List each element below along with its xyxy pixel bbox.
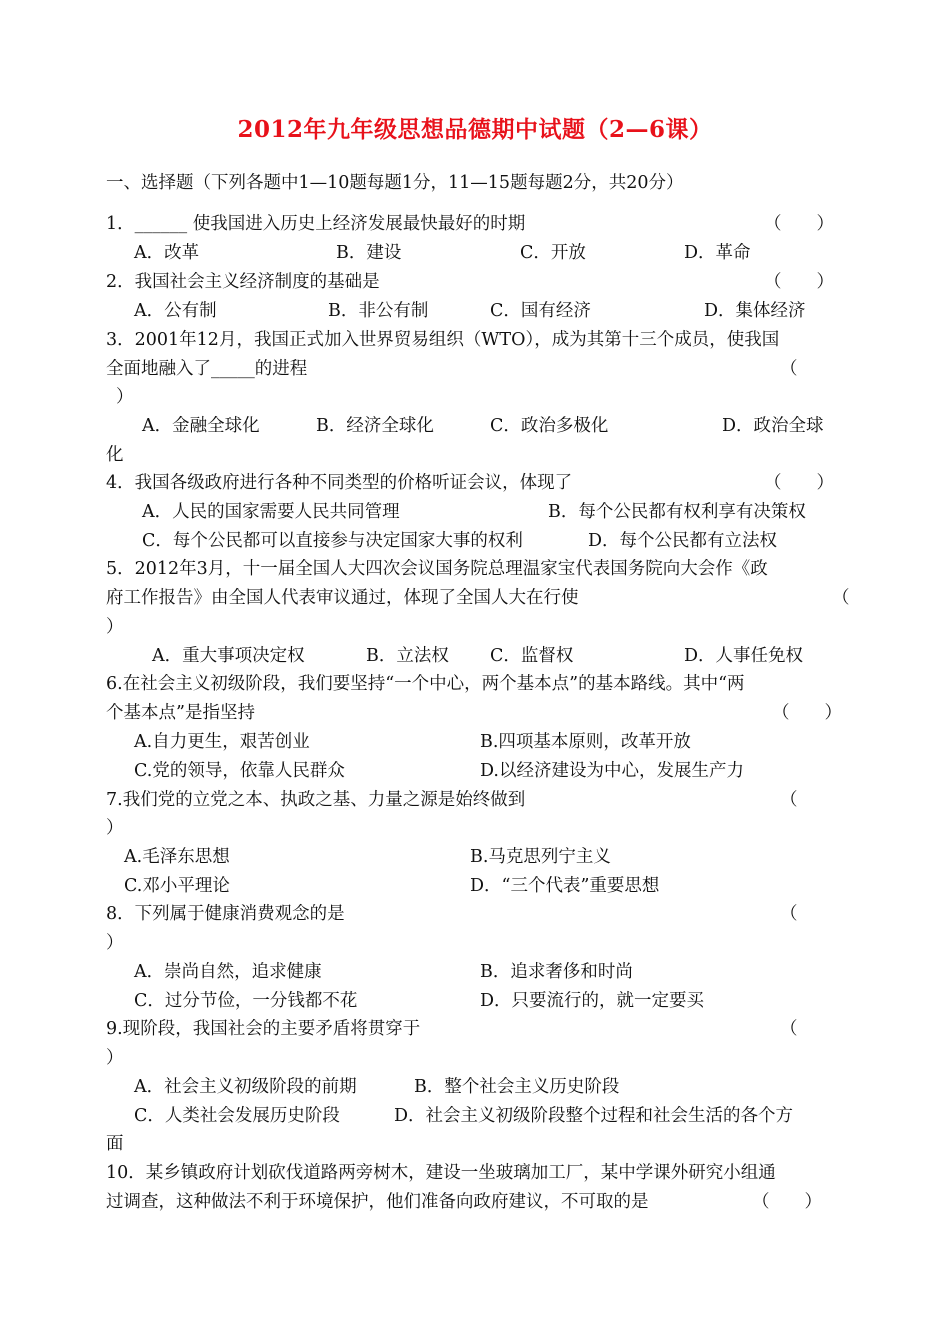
- question-3-option-d-wrap: 化: [106, 445, 124, 465]
- question-4-answer-parens: （ ）: [764, 473, 834, 493]
- question-1-stem: 1．______ 使我国进入历史上经济发展最快最好的时期: [106, 214, 526, 234]
- question-5-option-b: B．立法权: [366, 646, 449, 666]
- question-4-option-b: B．每个公民都有权利享有决策权: [548, 502, 806, 522]
- question-3-paren-open: （: [780, 359, 798, 379]
- question-6-option-c: C.党的领导，依靠人民群众: [134, 761, 345, 781]
- question-9-paren-close: ）: [106, 1048, 124, 1068]
- question-6-option-b: B.四项基本原则，改革开放: [480, 732, 691, 752]
- question-9-stem: 9.现阶段，我国社会的主要矛盾将贯穿于: [106, 1019, 421, 1039]
- question-5-stem-line-2: 府工作报告》由全国人代表审议通过，体现了全国人大在行使: [106, 588, 579, 608]
- question-6-stem-line-1: 6.在社会主义初级阶段，我们要坚持“一个中心，两个基本点”的基本路线。其中“两: [106, 674, 745, 694]
- question-5-option-c: C．监督权: [490, 646, 574, 666]
- exam-title: 2012年九年级思想品德期中试题（2—6课）: [237, 116, 713, 143]
- question-3-option-d: D．政治全球: [722, 416, 824, 436]
- question-8-option-d: D．只要流行的，就一定要买: [480, 991, 705, 1011]
- question-8-stem: 8．下列属于健康消费观念的是: [106, 904, 345, 924]
- question-2-option-b: B．非公有制: [328, 301, 429, 321]
- question-5-paren-open: （: [832, 588, 850, 608]
- question-7-option-a: A.毛泽东思想: [124, 847, 230, 867]
- question-10-stem-line-1: 10．某乡镇政府计划砍伐道路两旁树木，建设一坐玻璃加工厂，某中学课外研究小组通: [106, 1163, 776, 1183]
- question-7-paren-close: ）: [106, 818, 124, 838]
- question-1-option-c: C．开放: [520, 243, 586, 263]
- question-3-stem-line-1: 3．2001年12月，我国正式加入世界贸易组织（WTO），成为其第十三个成员，使我国: [106, 330, 780, 350]
- question-10-answer-parens: （ ）: [752, 1192, 822, 1212]
- question-6-stem-line-2: 个基本点”是指坚持: [106, 703, 255, 723]
- question-1-option-d: D．革命: [684, 243, 751, 263]
- question-8-option-c: C．过分节俭，一分钱都不花: [134, 991, 358, 1011]
- question-4-option-c: C．每个公民都可以直接参与决定国家大事的权利: [142, 531, 523, 551]
- question-9-option-c: C．人类社会发展历史阶段: [134, 1106, 340, 1126]
- question-3-paren-close: ）: [116, 387, 134, 407]
- question-5-option-a: A．重大事项决定权: [152, 646, 305, 666]
- question-9-option-a: A．社会主义初级阶段的前期: [134, 1077, 357, 1097]
- question-9-option-d: D．社会主义初级阶段整个过程和社会生活的各个方: [394, 1106, 794, 1126]
- question-7-option-c: C.邓小平理论: [124, 876, 230, 896]
- question-8-paren-open: （: [780, 904, 798, 924]
- question-2-option-d: D．集体经济: [704, 301, 806, 321]
- question-8-option-b: B．追求奢侈和时尚: [480, 962, 633, 982]
- question-5-option-d: D．人事任免权: [684, 646, 804, 666]
- question-2-answer-parens: （ ）: [764, 272, 834, 292]
- question-8-paren-close: ）: [106, 933, 124, 953]
- question-6-option-a: A.自力更生，艰苦创业: [134, 732, 310, 752]
- question-1-option-a: A．改革: [134, 243, 200, 263]
- question-1-option-b: B．建设: [336, 243, 402, 263]
- question-2-stem: 2．我国社会主义经济制度的基础是: [106, 272, 380, 292]
- question-10-stem-line-2: 过调查，这种做法不利于环境保护，他们准备向政府建议，不可取的是: [106, 1192, 649, 1212]
- question-3-option-c: C．政治多极化: [490, 416, 609, 436]
- question-9-option-b: B．整个社会主义历史阶段: [414, 1077, 620, 1097]
- question-4-option-d: D．每个公民都有立法权: [588, 531, 778, 551]
- question-4-stem: 4．我国各级政府进行各种不同类型的价格听证会议，体现了: [106, 473, 573, 493]
- question-7-stem: 7.我们党的立党之本、执政之基、力量之源是始终做到: [106, 790, 526, 810]
- question-6-option-d: D.以经济建设为中心，发展生产力: [480, 761, 744, 781]
- question-7-option-d: D．“三个代表”重要思想: [470, 876, 660, 896]
- question-8-option-a: A．崇尚自然，追求健康: [134, 962, 322, 982]
- question-7-option-b: B.马克思列宁主义: [470, 847, 611, 867]
- question-3-stem-line-2: 全面地融入了_____的进程: [106, 359, 308, 379]
- question-4-option-a: A．人民的国家需要人民共同管理: [142, 502, 400, 522]
- question-5-stem-line-1: 5．2012年3月，十一届全国人大四次会议国务院总理温家宝代表国务院向大会作《政: [106, 559, 768, 579]
- question-3-option-a: A．金融全球化: [142, 416, 260, 436]
- question-6-answer-parens: （ ）: [772, 703, 842, 723]
- question-5-paren-close: ）: [106, 617, 124, 637]
- question-3-option-b: B．经济全球化: [316, 416, 434, 436]
- section-heading: 一、选择题（下列各题中1—10题每题1分，11—15题每题2分，共20分）: [106, 173, 684, 193]
- question-9-paren-open: （: [780, 1019, 798, 1039]
- question-2-option-c: C．国有经济: [490, 301, 591, 321]
- question-9-option-d-wrap: 面: [106, 1134, 124, 1154]
- question-7-paren-open: （: [780, 790, 798, 810]
- question-2-option-a: A．公有制: [134, 301, 217, 321]
- question-1-answer-parens: （ ）: [764, 214, 834, 234]
